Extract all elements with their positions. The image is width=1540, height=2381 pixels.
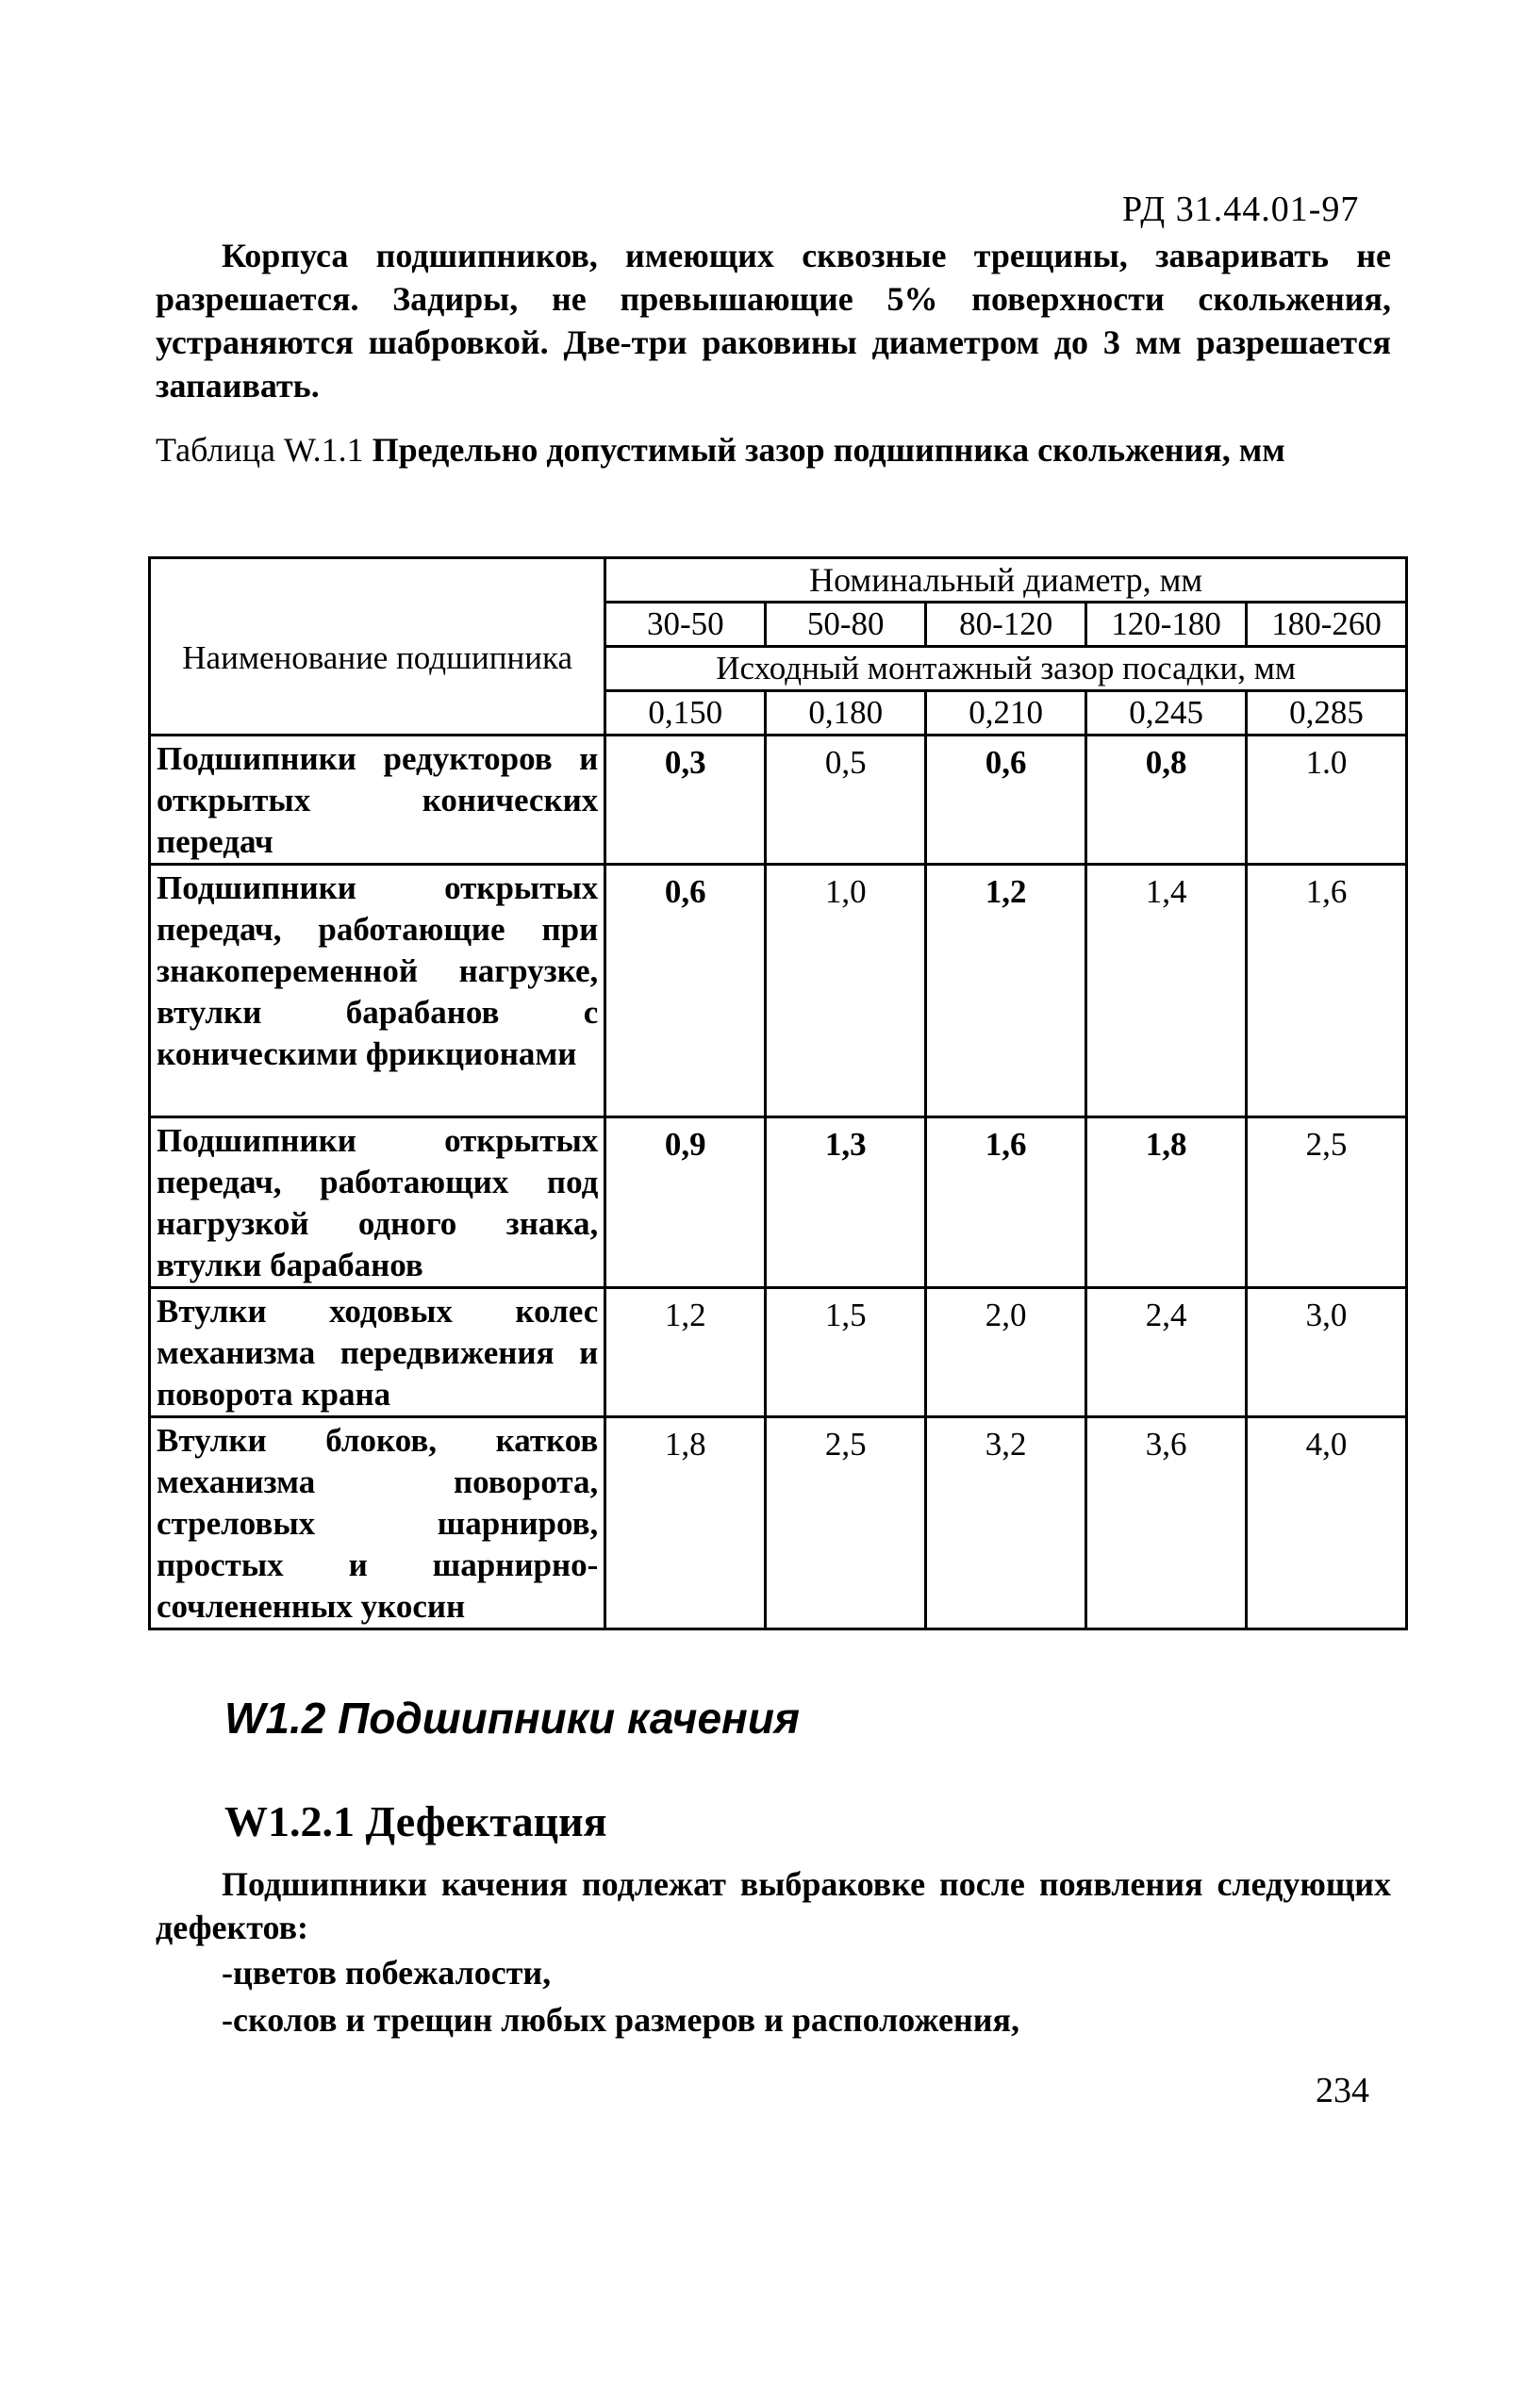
clearance-header: Исходный монтажный зазор посадки, мм <box>605 647 1407 691</box>
value-cell: 0,9 <box>605 1117 766 1288</box>
value-cell: 0,6 <box>605 865 766 1117</box>
page-number: 234 <box>1316 2071 1369 2110</box>
value-cell: 1,6 <box>926 1117 1086 1288</box>
subsection-title: W1.2.1 Дефектация <box>224 1797 607 1845</box>
defects-list <box>222 1949 1019 2043</box>
value-cell: 1,2 <box>926 865 1086 1117</box>
value-cell: 0,5 <box>766 736 926 865</box>
intro-paragraph: Корпуса подшипников, имеющих сквозные трещины, заваривать не разрешается. Задиры, не превышающие 5% поверхности скольжения, устраняются шабровкой. Две-три раковины диаметром до 3 мм разрешается запаивать. <box>156 237 1391 405</box>
bearing-name: Подшипники открытых передач, работающие при знакопеременной нагрузке, втулки барабанов с коническими фрикционами <box>150 865 605 1117</box>
base-clearance-cell: 0,210 <box>926 691 1086 736</box>
table-caption-label: Таблица W.1.1 <box>156 431 364 469</box>
table-row <box>150 1117 1407 1288</box>
base-clearance-cell: 0,150 <box>605 691 766 736</box>
bearing-name: Втулки блоков, катков механизма поворота, стреловых шарниров, простых и шарнирно-сочлененных укосин <box>150 1417 605 1629</box>
name-column-header: Наименование подшипника <box>150 558 605 736</box>
table-row <box>150 736 1407 865</box>
value-cell: 1,8 <box>1086 1117 1247 1288</box>
table-row <box>150 865 1407 1117</box>
diameter-cell: 30-50 <box>605 603 766 647</box>
value-cell: 3,2 <box>926 1417 1086 1629</box>
diameter-cell: 80-120 <box>926 603 1086 647</box>
value-cell: 3,0 <box>1247 1288 1407 1417</box>
value-cell: 0,3 <box>605 736 766 865</box>
value-cell: 1,4 <box>1086 865 1247 1117</box>
value-cell: 1,5 <box>766 1288 926 1417</box>
bearing-name: Втулки ходовых колес механизма передвижения и поворота крана <box>150 1288 605 1417</box>
list-item: -цветов побежалости, <box>222 1954 552 1992</box>
value-cell: 0,8 <box>1086 736 1247 865</box>
bearing-name: Подшипники открытых передач, работающих под нагрузкой одного знака, втулки барабанов <box>150 1117 605 1288</box>
value-cell: 1.0 <box>1247 736 1407 865</box>
table-caption-title: Предельно допустимый зазор подшипника скольжения, мм <box>372 431 1285 469</box>
section-title: W1.2 Подшипники качения <box>224 1694 801 1743</box>
table-row <box>150 1417 1407 1629</box>
value-cell: 2,5 <box>766 1417 926 1629</box>
table-caption <box>156 429 1391 471</box>
table-row <box>150 1288 1407 1417</box>
diameter-cell: 120-180 <box>1086 603 1247 647</box>
value-cell: 1,6 <box>1247 865 1407 1117</box>
value-cell: 2,0 <box>926 1288 1086 1417</box>
diameter-cell: 180-260 <box>1247 603 1407 647</box>
defects-paragraph: Подшипники качения подлежат выбраковке после появления следующих дефектов: <box>156 1865 1391 1946</box>
value-cell: 0,6 <box>926 736 1086 865</box>
value-cell: 2,4 <box>1086 1288 1247 1417</box>
value-cell: 1,2 <box>605 1288 766 1417</box>
base-clearance-cell: 0,285 <box>1247 691 1407 736</box>
value-cell: 1,3 <box>766 1117 926 1288</box>
value-cell: 4,0 <box>1247 1417 1407 1629</box>
bearing-name: Подшипники редукторов и открытых конических передач <box>150 736 605 865</box>
value-cell: 1,8 <box>605 1417 766 1629</box>
value-cell: 3,6 <box>1086 1417 1247 1629</box>
value-cell: 1,0 <box>766 865 926 1117</box>
base-clearance-cell: 0,180 <box>766 691 926 736</box>
base-clearance-cell: 0,245 <box>1086 691 1247 736</box>
list-item: -сколов и трещин любых размеров и расположения, <box>222 2001 1019 2039</box>
value-cell: 2,5 <box>1247 1117 1407 1288</box>
diameter-header: Номинальный диаметр, мм <box>605 558 1407 603</box>
clearance-table <box>148 556 1408 1630</box>
diameter-cell: 50-80 <box>766 603 926 647</box>
document-code: РД 31.44.01-97 <box>1122 190 1360 229</box>
